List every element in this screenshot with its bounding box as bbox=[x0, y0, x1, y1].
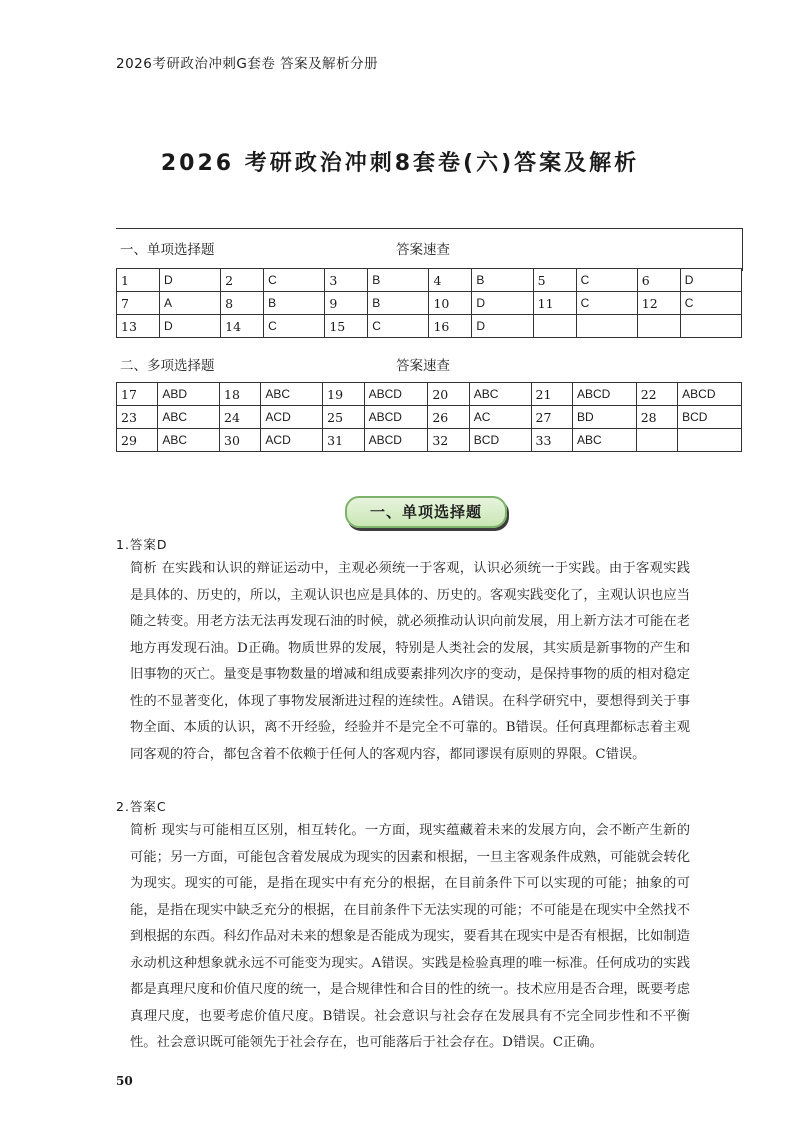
answer-row bbox=[117, 383, 742, 406]
question-number: 17 bbox=[117, 383, 158, 406]
answer-row bbox=[117, 292, 742, 315]
answer-value: ABC bbox=[572, 429, 636, 452]
question-number: 26 bbox=[428, 406, 469, 429]
answer-value: ABD bbox=[158, 383, 220, 406]
question-number: 6 bbox=[637, 269, 680, 292]
question-number: 33 bbox=[531, 429, 572, 452]
question-number: 23 bbox=[117, 406, 158, 429]
answer-value: ACD bbox=[261, 429, 323, 452]
answer-row bbox=[117, 406, 742, 429]
question-number: 28 bbox=[636, 406, 677, 429]
answer-row bbox=[117, 269, 742, 292]
answer-value: C bbox=[680, 292, 741, 315]
answer-value: D bbox=[680, 269, 741, 292]
single-answer-table bbox=[116, 268, 742, 338]
question-number: 4 bbox=[429, 269, 472, 292]
answer-value: D bbox=[472, 315, 533, 338]
answer-value: ACD bbox=[261, 406, 323, 429]
question-number: 13 bbox=[117, 315, 160, 338]
question-number: 14 bbox=[221, 315, 264, 338]
question-number: 7 bbox=[117, 292, 160, 315]
answer-value: D bbox=[159, 269, 220, 292]
answer-value: BCD bbox=[678, 406, 742, 429]
question-number: 10 bbox=[429, 292, 472, 315]
question-number: 19 bbox=[323, 383, 364, 406]
question-number: 11 bbox=[533, 292, 576, 315]
answer-value: A bbox=[159, 292, 220, 315]
question-number: 18 bbox=[220, 383, 261, 406]
answer-value: ABC bbox=[469, 383, 531, 406]
question-number: 29 bbox=[117, 429, 158, 452]
section-badge: 一、单项选择题 bbox=[345, 496, 507, 528]
answer-value: C bbox=[368, 315, 429, 338]
answer-value: ABC bbox=[158, 406, 220, 429]
question-number: 22 bbox=[636, 383, 677, 406]
answer-row bbox=[117, 429, 742, 452]
answer-1-text: 简析 在实践和认识的辩证运动中，主观必须统一于客观，认识必须统一于实践。由于客观实践是具体的、历史的，所以，主观认识也应是具体的、历史的。客观实践变化了，主观认识也应当随之转变。用老方法无法再发现石油的时候，就必须推动认识向前发展，用上新方法才可能在老地方再发现石油。D正确。物质世界的发展，特别是人类社会的发展，其实质是新事物的产生和旧事物的灭亡。量变是事物数量的增减和组成要素排列次序的变动，是保持事物的质的相对稳定性的不显著变化，体现了事物发展渐进过程的连续性。A错误。在科学研究中，要想得到关于事物全面、本质的认识，离不开经验，经验并不是完全不可靠的。B错误。任何真理都标志着主观同客观的符合，都包含着不依赖于任何人的客观内容，都同谬误有原则的界限。C错误。 bbox=[130, 561, 690, 762]
answer-value: B bbox=[264, 292, 325, 315]
answer-1-head: 1.答案D bbox=[116, 537, 168, 552]
question-number bbox=[637, 315, 680, 338]
answer-value: C bbox=[576, 292, 637, 315]
question-number bbox=[636, 429, 677, 452]
question-number: 31 bbox=[323, 429, 364, 452]
single-choice-label: 一、单项选择题 bbox=[120, 242, 215, 258]
question-number: 16 bbox=[429, 315, 472, 338]
answer-value: BCD bbox=[469, 429, 531, 452]
answer-2-head: 2.答案C bbox=[116, 799, 167, 814]
answer-value: C bbox=[576, 269, 637, 292]
answer-value: C bbox=[264, 315, 325, 338]
question-number: 20 bbox=[428, 383, 469, 406]
answer-value: ABC bbox=[261, 383, 323, 406]
answer-value: C bbox=[264, 269, 325, 292]
question-number: 3 bbox=[325, 269, 368, 292]
answer-2-text: 简析 现实与可能相互区别，相互转化。一方面，现实蕴藏着未来的发展方向，会不断产生新的可能；另一方面，可能包含着发展成为现实的因素和根据，一旦主客观条件成熟，可能就会转化为现实。现实的可能，是指在现实中有充分的根据，在目前条件下可以实现的可能；抽象的可能，是指在现实中缺乏充分的根据，在目前条件下无法实现的可能；不可能是在现实中全然找不到根据的东西。科幻作品对未来的想象是否能成为现实，要看其在现实中是否有根据，比如制造永动机这种想象就永远不可能变为现实。A错误。实践是检验真理的唯一标准。任何成功的实践都是真理尺度和价值尺度的统一，是合规律性和合目的性的统一。技术应用是否合理，既要考虑真理尺度，也要考虑价值尺度。B错误。社会意识与社会存在发展具有不完全同步性和不平衡性。社会意识既可能领先于社会存在，也可能落后于社会存在。D错误。C正确。 bbox=[130, 823, 690, 1050]
question-number: 9 bbox=[325, 292, 368, 315]
multi-choice-label: 二、多项选择题 bbox=[120, 358, 215, 374]
question-number: 30 bbox=[220, 429, 261, 452]
question-number: 21 bbox=[531, 383, 572, 406]
answer-value: ABCD bbox=[364, 429, 428, 452]
question-number: 15 bbox=[325, 315, 368, 338]
answer-value: B bbox=[472, 269, 533, 292]
answer-value: ABCD bbox=[572, 383, 636, 406]
question-number: 27 bbox=[531, 406, 572, 429]
question-number: 24 bbox=[220, 406, 261, 429]
question-number: 2 bbox=[221, 269, 264, 292]
answer-value: D bbox=[159, 315, 220, 338]
answer-value: B bbox=[368, 292, 429, 315]
single-quick-label: 答案速查 bbox=[396, 242, 450, 258]
answer-value: D bbox=[472, 292, 533, 315]
answer-value: AC bbox=[469, 406, 531, 429]
answer-value: ABC bbox=[158, 429, 220, 452]
question-number: 12 bbox=[637, 292, 680, 315]
answer-row bbox=[117, 315, 742, 338]
multi-answer-table bbox=[116, 382, 742, 452]
multi-quick-label: 答案速查 bbox=[396, 358, 450, 374]
question-number: 8 bbox=[221, 292, 264, 315]
answer-value bbox=[678, 429, 742, 452]
question-number: 25 bbox=[323, 406, 364, 429]
answer-value: ABCD bbox=[364, 383, 428, 406]
answer-value: ABCD bbox=[678, 383, 742, 406]
answer-value bbox=[680, 315, 741, 338]
answer-value: ABCD bbox=[364, 406, 428, 429]
question-number bbox=[533, 315, 576, 338]
answer-value: BD bbox=[572, 406, 636, 429]
question-number: 5 bbox=[533, 269, 576, 292]
question-number: 32 bbox=[428, 429, 469, 452]
page-title: 2026 考研政治冲刺8套卷(六)答案及解析 bbox=[160, 151, 640, 176]
question-number: 1 bbox=[117, 269, 160, 292]
answer-value bbox=[576, 315, 637, 338]
answer-value: B bbox=[368, 269, 429, 292]
page-number: 50 bbox=[116, 1074, 133, 1088]
running-header: 2026考研政治冲刺G套卷 答案及解析分册 bbox=[116, 56, 379, 72]
